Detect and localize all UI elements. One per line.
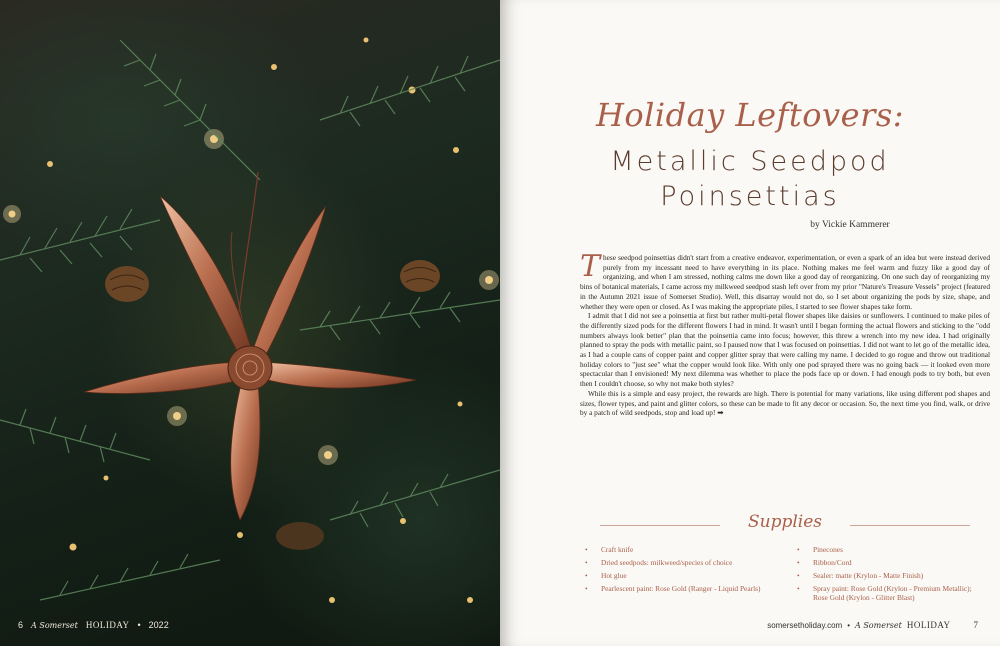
right-page-number: 7	[973, 620, 978, 630]
supplies-column-right	[797, 545, 985, 606]
right-magazine-name-script: A Somerset	[855, 621, 902, 630]
website-url: somersetholiday.com	[767, 621, 843, 630]
left-magazine-name-script: A Somerset	[31, 621, 78, 630]
supply-item: • Spray paint: Rose Gold (Krylon - Premium Metallic); Rose Gold (Krylon - Glitter Blast)	[797, 584, 985, 602]
right-folio-bullet: •	[847, 621, 850, 630]
right-magazine-name: HOLIDAY	[906, 620, 951, 630]
article-title-line2: Poinsettias	[660, 181, 840, 212]
drop-cap: T	[580, 249, 601, 284]
article-page	[500, 0, 1000, 646]
paragraph-1-text: hese seedpod poinsettias didn't start from a creative endeavor, experimentation, or even a spark of an idea but were instead derived purely from my incessant need to have everything in its place. Nothing makes me feel warm and fuzzy like a good day of organizing, and when I am stressed, nothing calms me down like a good day of reorganizing. On one such day of reorganizing my bins of botanical materials, I came across my milkweed seedpod stash left over from my prior "Nature's Treasure Vessels" project (featured in the Autumn 2021 issue of Somerset Studio). Well, this disarray would not do, so I set about organizing the pods by size, shape, and whether they were open or closed. As I was making the appropriate piles, I started to see flower shapes take form.	[580, 253, 990, 311]
supply-item: • Hot glue	[585, 571, 773, 580]
left-folio-bullet: •	[137, 620, 141, 630]
supplies-rule-right	[850, 525, 970, 526]
left-page-number: 6	[18, 620, 24, 630]
left-folio-year: 2022	[148, 620, 169, 630]
supplies-title: Supplies	[747, 512, 823, 532]
left-folio	[18, 620, 169, 630]
article-body	[580, 249, 990, 418]
article-kicker: Holiday Leftovers:	[595, 96, 905, 134]
supply-item: • Dried seedpods: milkweed/species of choice	[585, 558, 773, 567]
supplies-column-left	[585, 545, 773, 606]
supply-item: • Ribbon/Cord	[797, 558, 985, 567]
article-title-line1: Metallic Seedpod	[610, 146, 890, 177]
supply-item: • Craft knife	[585, 545, 773, 554]
paragraph-2: I admit that I did not see a poinsettia at first but rather multi-petal flower shapes like daisies or sunflowers. I continued to make piles of the differently sized pods for the different flowers I had in mind. It wasn't until I began forming the actual flowers and sticking to the "odd numbers always look better" plan that the poinsettia came into focus; however, this threw a wrench into my new idea. I had originally planned to spray the pods with metallic paint, so I paused now that I was focused on poinsettias. I did not want to let go of the metallic idea, as I had a couple cans of copper paint and copper glitter spray that were calling my name. I decided to go rogue and throw out traditional holiday colors to "just see" what the copper would look like. With only one pod sprayed there was no going back — it looked even more spectacular than I envisioned! My next dilemma was whether to place the pods face up or down. I had enough pods to try both, but even then I couldn't choose, so why not make both styles?	[580, 311, 990, 389]
right-folio	[767, 620, 978, 630]
article-byline: by Vickie Kammerer	[810, 220, 890, 230]
paragraph-1	[580, 249, 990, 311]
supply-item: • Pearlescent paint: Rose Gold (Ranger - Liquid Pearls)	[585, 584, 773, 593]
supply-item: • Sealer: matte (Krylon - Matte Finish)	[797, 571, 985, 580]
paragraph-3: While this is a simple and easy project, the rewards are high. There is potential for many variations, like using different pod shapes and sizes, flower types, and paint and glitter colors, so these can be made to fit any decor or occasion. So, the next time you find, walk, or drive by a patch of wild seedpods, stop and load up! ➡	[580, 388, 990, 418]
left-magazine-name: HOLIDAY	[85, 620, 130, 630]
supplies-list	[585, 545, 985, 606]
supplies-heading	[580, 512, 990, 536]
supply-item: • Pinecones	[797, 545, 985, 554]
